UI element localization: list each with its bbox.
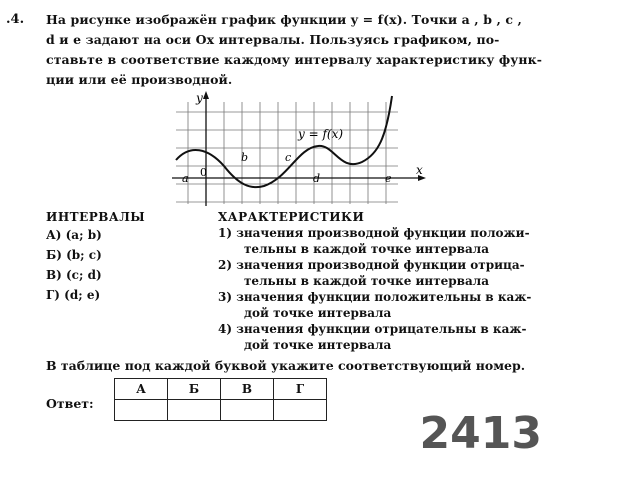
interval-item-g: Г) (d; e) (46, 288, 101, 302)
task-text-line-4: ции или её производной. (46, 72, 233, 87)
answer-column-a: А (115, 379, 168, 400)
result-answer: 2413 (419, 408, 542, 459)
characteristic-line-1: 1) значения производной функции положи- (218, 226, 530, 240)
characteristics-title: ХАРАКТЕРИСТИКИ (218, 210, 365, 224)
answer-table (114, 378, 327, 421)
characteristic-line-5: 3) значения функции положительны в каж- (218, 290, 532, 304)
interval-item-v: В) (c; d) (46, 268, 102, 282)
characteristic-line-2: тельны в каждой точке интервала (244, 242, 490, 256)
answer-cell-b[interactable] (168, 400, 221, 421)
function-label: y = f(x) (298, 127, 344, 141)
point-c-label: c (285, 151, 292, 164)
task-number: .4. (6, 12, 25, 27)
characteristic-line-6: дой точке интервала (244, 306, 392, 320)
function-curve (176, 96, 392, 187)
answer-label: Ответ: (46, 396, 94, 411)
intervals-title: ИНТЕРВАЛЫ (46, 210, 146, 224)
answer-column-b: Б (168, 379, 221, 400)
answer-cell-v[interactable] (221, 400, 274, 421)
x-axis-label: x (416, 163, 423, 177)
point-d-label: d (313, 172, 321, 185)
characteristic-line-4: тельны в каждой точке интервала (244, 274, 490, 288)
function-graph (168, 88, 430, 206)
answer-cell-g[interactable] (274, 400, 327, 421)
point-e-label: e (385, 172, 392, 185)
characteristic-line-3: 2) значения производной функции отрица- (218, 258, 525, 272)
answer-cell-a[interactable] (115, 400, 168, 421)
interval-item-b: Б) (b; c) (46, 248, 102, 262)
task-text-line-3: ставьте в соответствие каждому интервалу характеристику функ- (46, 52, 543, 67)
y-axis-label: y (196, 91, 203, 105)
task-text-line-2: d и e задают на оси Ox интервалы. Пользуясь графиком, по- (46, 32, 500, 47)
task-text-line-1: На рисунке изображён график функции y = f(x). Точки a , b , c , (46, 12, 523, 27)
point-a-label: a (182, 172, 189, 185)
instruction-text: В таблице под каждой буквой укажите соответствующий номер. (46, 358, 526, 373)
answer-column-v: В (221, 379, 274, 400)
y-axis-arrow (203, 91, 209, 99)
point-b-label: b (241, 151, 249, 164)
characteristic-line-7: 4) значения функции отрицательны в каж- (218, 322, 527, 336)
answer-column-g: Г (274, 379, 327, 400)
interval-item-a: А) (a; b) (46, 228, 102, 242)
characteristic-line-8: дой точке интервала (244, 338, 392, 352)
origin-label: 0 (200, 166, 207, 179)
